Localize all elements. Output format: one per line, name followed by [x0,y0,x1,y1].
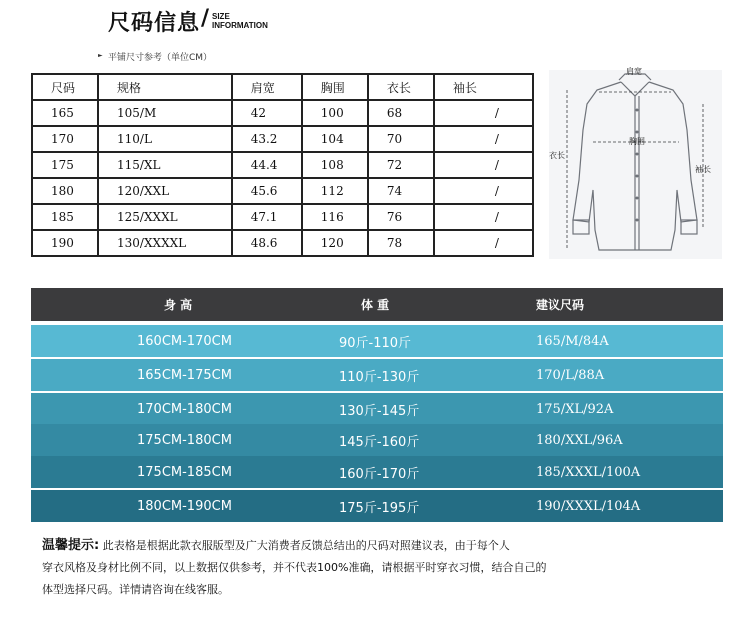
table-row [32,178,533,204]
spec-cell: 110/L [98,126,232,152]
sleeve-cell: / [434,204,533,230]
tip-line3: 体型选择尺码。详情请咨询在线客服。 [42,583,229,596]
table-row [31,359,723,391]
length-label: 衣长 [549,151,565,160]
table-row [31,325,723,357]
size-cell: 170 [32,126,98,152]
header-cell: 规格 [98,74,232,100]
weight-cell: 110斤-130斤 [339,369,420,385]
table-row [32,204,533,230]
shoulder-cell: 45.6 [232,178,302,204]
size-table [31,73,534,257]
spec-cell: 130/XXXXL [98,230,232,256]
tip-line2: 穿衣风格及身材比例不同，以上数据仅供参考，并不代表100%准确，请根据平时穿衣习惯，结合自己的 [42,561,547,574]
note-bullet-icon: ► [98,52,103,59]
unit-note: 平铺尺寸参考（单位CM） [108,53,213,63]
table-row [32,100,533,126]
size-cell: 180 [32,178,98,204]
table-row [32,126,533,152]
height-cell: 175CM-185CM [137,464,232,480]
header-cell: 尺码 [32,74,98,100]
height-cell: 165CM-175CM [137,367,232,383]
recommendation-header [31,288,723,321]
page-title: 尺码信息 [108,11,201,36]
table-row [31,490,723,522]
height-cell: 170CM-180CM [137,401,232,417]
sleeve-label: 袖长 [695,165,711,174]
title-slash: / [201,6,210,31]
shoulder-cell: 42 [232,100,302,126]
size-cell: 175 [32,152,98,178]
height-cell: 160CM-170CM [137,333,232,349]
chest-cell: 112 [302,178,368,204]
sleeve-cell: / [434,100,533,126]
weight-cell: 145斤-160斤 [339,434,420,450]
table-row [32,152,533,178]
height-cell: 175CM-180CM [137,432,232,448]
shoulder-cell: 48.6 [232,230,302,256]
chest-cell: 100 [302,100,368,126]
chest-cell: 116 [302,204,368,230]
shoulder-label: 肩宽 [626,67,642,76]
sleeve-cell: / [434,178,533,204]
spec-cell: 120/XXL [98,178,232,204]
length-cell: 72 [368,152,434,178]
weight-cell: 90斤-110斤 [339,335,412,351]
weight-cell: 160斤-170斤 [339,466,420,482]
shirt-measurement-diagram [549,67,722,259]
header-cell: 胸围 [302,74,368,100]
weight-header: 体 重 [361,298,390,312]
shoulder-cell: 47.1 [232,204,302,230]
size-cell: 190 [32,230,98,256]
length-cell: 68 [368,100,434,126]
weight-cell: 175斤-195斤 [339,500,420,516]
sleeve-cell: / [434,126,533,152]
size-table-header [32,74,533,100]
size-cell: 180/XXL/96A [536,432,623,448]
header-cell: 衣长 [368,74,434,100]
size-cell: 185 [32,204,98,230]
length-cell: 70 [368,126,434,152]
size-cell: 190/XXXL/104A [536,498,641,514]
size-header: 建议尺码 [536,298,585,312]
title-en-line2: INFORMATION [212,21,268,30]
sleeve-cell: / [434,230,533,256]
spec-cell: 115/XL [98,152,232,178]
title-en [212,12,268,30]
spec-cell: 105/M [98,100,232,126]
chest-cell: 104 [302,126,368,152]
weight-cell: 130斤-145斤 [339,403,420,419]
tip-block [42,535,732,601]
height-cell: 180CM-190CM [137,498,232,514]
table-row [31,393,723,425]
sleeve-cell: / [434,152,533,178]
chest-cell: 120 [302,230,368,256]
size-cell: 165/M/84A [536,333,609,349]
chest-label: 胸围 [629,137,645,146]
tip-line1: 此表格是根据此款衣服版型及广大消费者反馈总结出的尺码对照建议表，由于每个人 [102,539,510,552]
header-cell: 袖长 [434,74,533,100]
length-cell: 76 [368,204,434,230]
title-en-line1: SIZE [212,12,230,21]
shoulder-cell: 44.4 [232,152,302,178]
length-cell: 74 [368,178,434,204]
table-row [32,230,533,256]
table-row [31,424,723,456]
size-cell: 175/XL/92A [536,401,614,417]
header-cell: 肩宽 [232,74,302,100]
table-row [31,456,723,488]
size-cell: 185/XXXL/100A [536,464,641,480]
height-header: 身 高 [164,298,193,312]
length-cell: 78 [368,230,434,256]
size-cell: 170/L/88A [536,367,605,383]
spec-cell: 125/XXXL [98,204,232,230]
chest-cell: 108 [302,152,368,178]
size-cell: 165 [32,100,98,126]
tip-label: 温馨提示: [42,538,100,553]
shoulder-cell: 43.2 [232,126,302,152]
